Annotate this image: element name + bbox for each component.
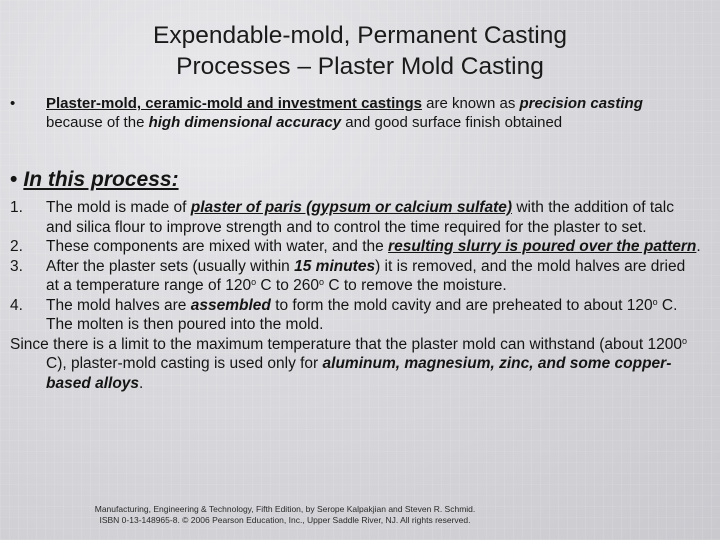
- plaster-of-paris-term: plaster of paris (gypsum or calcium sulfate): [190, 199, 513, 216]
- degree-marker: o: [251, 277, 257, 287]
- intro-text-part: are known as: [421, 95, 520, 112]
- subheading-label: In this process:: [23, 168, 179, 191]
- dimensional-accuracy-term: high dimensional accuracy: [148, 113, 342, 131]
- process-steps-list: [10, 198, 702, 393]
- item-text: with the addition of talc and silica flour to improve strength and to control the time required for the plaster to set.: [46, 199, 675, 236]
- list-item: [10, 198, 702, 237]
- intro-text-part: and good surface finish obtained: [341, 113, 563, 131]
- footer-line-1: Manufacturing, Engineering & Technology, Fifth Edition, by Serope Kalpakjian and Steven R. Schmid.: [94, 504, 476, 514]
- degree-marker: o: [652, 296, 658, 307]
- title-line-1: Expendable-mold, Permanent Casting: [152, 22, 567, 49]
- item-text: The mold halves are: [46, 296, 191, 314]
- item-number: 4.: [10, 296, 23, 314]
- slide-title: [40, 20, 680, 82]
- casting-types-term: Plaster-mold, ceramic-mold and investment castings: [46, 95, 422, 112]
- item-text: After the plaster sets (usually within: [46, 257, 295, 275]
- item-text: C to remove the moisture.: [324, 277, 507, 294]
- precision-casting-term: precision casting: [519, 95, 643, 112]
- list-item: [10, 296, 702, 335]
- assembled-term: assembled: [190, 296, 271, 314]
- item-text: .: [696, 238, 701, 255]
- degree-marker: o: [682, 335, 688, 346]
- item-text: to form the mold cavity and are preheated to about 120: [270, 296, 653, 314]
- note-text: Since there is a limit to the maximum temperature that the plaster mold can withstand (about 1200: [10, 335, 683, 353]
- item-number: 3.: [10, 257, 23, 275]
- list-item: [10, 237, 702, 257]
- intro-text-part: because of the: [46, 113, 149, 131]
- note-text: C), plaster-mold casting is used only for: [46, 355, 323, 372]
- bullet-icon: •: [10, 168, 18, 191]
- fifteen-minutes-term: 15 minutes: [294, 257, 376, 275]
- item-text: These components are mixed with water, and the: [46, 238, 389, 255]
- temperature-limit-note: [10, 335, 702, 394]
- note-text: .: [139, 374, 144, 392]
- degree-marker: o: [319, 277, 325, 287]
- slurry-poured-term: resulting slurry is poured over the pattern: [388, 238, 697, 255]
- copyright-footer: [40, 504, 530, 526]
- process-subheading: [10, 168, 179, 192]
- alloys-term: aluminum, magnesium, zinc, and some copper-based alloys: [46, 355, 672, 392]
- list-item: [10, 257, 702, 296]
- title-line-2: Processes – Plaster Mold Casting: [176, 53, 544, 80]
- item-number: 2.: [10, 238, 23, 255]
- item-text: C. The molten is then poured into the mold.: [46, 296, 678, 333]
- intro-text: [46, 95, 700, 132]
- item-number: 1.: [10, 199, 23, 216]
- item-text: The mold is made of: [46, 199, 191, 216]
- intro-paragraph: [10, 95, 700, 132]
- footer-line-2: ISBN 0-13-148965-8. © 2006 Pearson Education, Inc., Upper Saddle River, NJ. All rights reserved.: [99, 515, 471, 525]
- item-text: ) it is removed, and the mold halves are dried at a temperature range of 120: [46, 257, 686, 294]
- bullet-icon: •: [10, 95, 16, 112]
- item-text: C to 260: [256, 277, 320, 294]
